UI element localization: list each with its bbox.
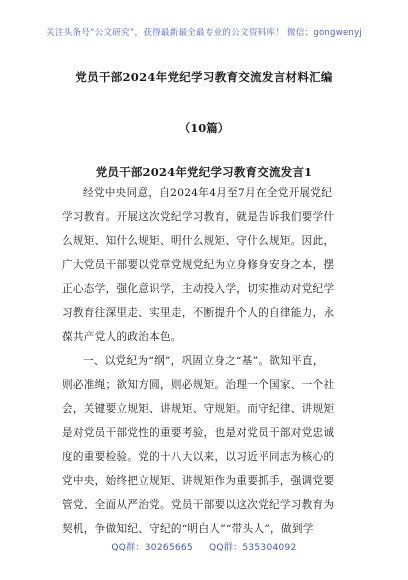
paragraph-line: 则必准绳；欲知方圆，则必规矩。治理一个国家、一个社 bbox=[62, 379, 335, 391]
paragraph-line: 习教育往深里走、实里走，不断提升个人的自律能力，永 bbox=[62, 307, 335, 319]
paragraph-line: 么规矩、知什么规矩、明什么规矩、守什么规矩。因此， bbox=[62, 235, 335, 247]
qq-group-2: QQ群：535304092 bbox=[208, 543, 297, 553]
paragraph-line: 度的重要检验。党的十八大以来，以习近平同志为核心的 bbox=[62, 451, 335, 463]
paragraph-line: 广大党员干部要以党章党规党纪为立身修身安身之本，摆 bbox=[62, 259, 335, 271]
document-title: 党员干部2024年党纪学习教育交流发言材料汇编 bbox=[75, 70, 333, 84]
paragraph-line: 正心态学，强化意识学，主动投入学，切实推动对党纪学 bbox=[62, 283, 335, 295]
footer-contact bbox=[0, 540, 408, 553]
paragraph-line: 是对党员干部党性的重要考验，也是对党员干部对党忠诚 bbox=[62, 427, 335, 439]
paragraph-line: 党中央，始终把立规矩、讲规矩作为重要抓手，强调党要 bbox=[62, 475, 335, 487]
paragraph-line: 经党中央同意，自2024年4月至7月在全党开展党纪 bbox=[83, 187, 333, 199]
paragraph-line: 葆共产党人的政治本色。 bbox=[62, 331, 182, 343]
paragraph-line: 管党、全面从严治党。党员干部要以这次党纪学习教育为 bbox=[62, 499, 335, 511]
paragraph-line: 一、以党纪为“纲”，巩固立身之“基”。欲知平直， bbox=[83, 355, 324, 367]
paragraph-line: 学习教育。开展这次党纪学习教育，就是告诉我们要学什 bbox=[62, 211, 335, 223]
header-note: 关注头条号“公文研究”，获得最新最全最专业的公文资料库！ 微信：gongwenyj bbox=[46, 28, 362, 38]
paragraph-line: 会，关键要立规矩、讲规矩、守规矩。而守纪律、讲规矩 bbox=[62, 403, 335, 415]
paragraph-line: 契机，争做知纪、守纪的“明白人”“带头人”，做到学 bbox=[62, 523, 314, 535]
qq-group-1: QQ群：30265665 bbox=[111, 543, 193, 553]
section-title: 党员干部2024年党纪学习教育交流发言1 bbox=[95, 165, 313, 179]
document-count: （10篇） bbox=[178, 121, 230, 135]
